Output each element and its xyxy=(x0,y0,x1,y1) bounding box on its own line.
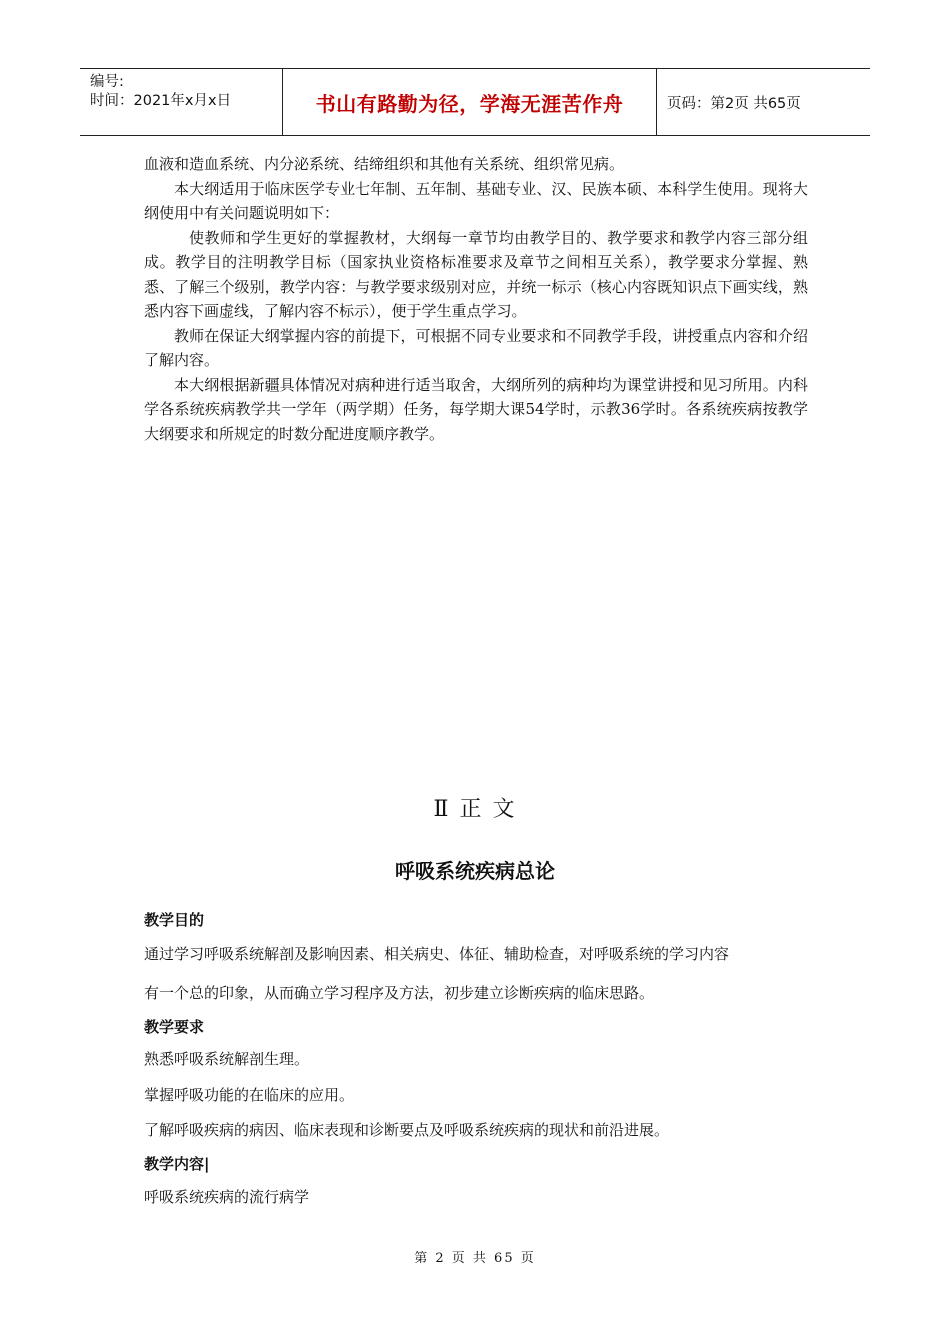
header-meta xyxy=(80,69,282,135)
intro-section xyxy=(144,152,808,446)
purpose-text-1: 通过学习呼吸系统解剖及影响因素、相关病史、体征、辅助检查，对呼吸系统的学习内容 xyxy=(144,945,730,963)
intro-paragraph-5: 本大纲根据新疆具体情况对病种进行适当取舍，大纲所列的病种均为课堂讲授和见习所用。内科学各系统疾病教学共一学年（两学期）任务，每学期大课54学时，示教36学时。各系统疾病按教学大纲要求和所规定的时数分配进度顺序教学。 xyxy=(144,375,808,443)
requirements-heading: 教学要求 xyxy=(144,1018,205,1036)
time-label: 时间：2021年x月x日 xyxy=(90,93,232,109)
page-footer: 第 2 页 共 65 页 xyxy=(414,1251,536,1266)
content-heading: 教学内容| xyxy=(144,1155,210,1173)
requirement-3: 了解呼吸疾病的病因、临床表现和诊断要点及呼吸系统疾病的现状和前沿进展。 xyxy=(144,1121,670,1139)
header-motto: 书山有路勤为径，学海无涯苦作舟 xyxy=(282,69,657,135)
intro-paragraph-4: 教师在保证大纲掌握内容的前提下，可根据不同专业要求和不同教学手段，讲授重点内容和介绍了解内容。 xyxy=(144,326,808,369)
chapter-title: 呼吸系统疾病总论 xyxy=(395,859,555,883)
requirement-2: 掌握呼吸功能的在临床的应用。 xyxy=(144,1086,355,1104)
purpose-text-2: 有一个总的印象，从而确立学习程序及方法，初步建立诊断疾病的临床思路。 xyxy=(144,984,655,1002)
page-header xyxy=(80,68,870,136)
requirement-1: 熟悉呼吸系统解剖生理。 xyxy=(144,1050,310,1068)
header-page-info: 页码：第2页 共65页 xyxy=(667,95,801,112)
intro-paragraph-2: 本大纲适用于临床医学专业七年制、五年制、基础专业、汉、民族本硕、本科学生使用。现将大纲使用中有关问题说明如下： xyxy=(144,179,808,222)
intro-paragraph-3: 使教师和学生更好的掌握教材，大纲每一章节均由教学目的、教学要求和教学内容三部分组成。教学目的注明教学目标（国家执业资格标准要求及章节之间相互关系），教学要求分掌握、熟悉、了解三个级别，教学内容：与教学要求级别对应，并统一标示（核心内容既知识点下画实线，熟悉内容下画虚线，了解内容不标示），便于学生重点学习。 xyxy=(144,228,808,320)
number-label: 编号: xyxy=(90,74,124,90)
purpose-heading: 教学目的 xyxy=(144,911,205,929)
main-title: Ⅱ 正 文 xyxy=(433,797,517,822)
content-item-1: 呼吸系统疾病的流行病学 xyxy=(144,1188,310,1206)
intro-paragraph-1: 血液和造血系统、内分泌系统、结缔组织和其他有关系统、组织常见病。 xyxy=(144,155,625,173)
